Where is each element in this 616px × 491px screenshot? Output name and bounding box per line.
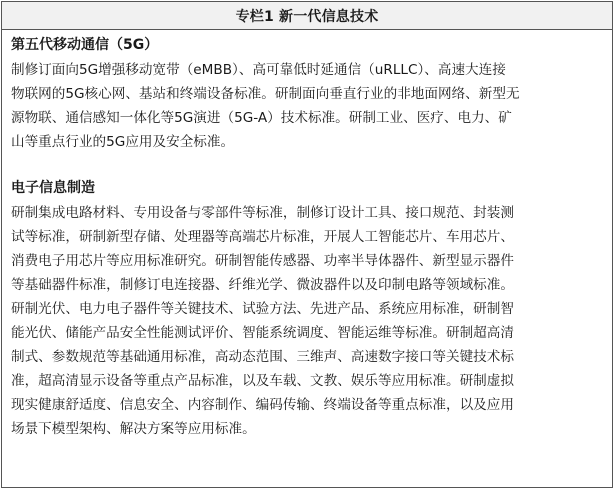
section-body-5g <box>11 58 604 154</box>
paragraph-line: 山等重点行业的5G应用及安全标准。 <box>11 134 235 150</box>
column-box <box>1 1 613 488</box>
section-body-electronics <box>11 201 604 441</box>
paragraph-line: 场景下模型架构、解决方案等应用标准。 <box>11 421 256 437</box>
section-title-5g: 第五代移动通信（5G） <box>11 37 159 53</box>
paragraph-line: 制修订面向5G增强移动宽带（eMBB）、高可靠低时延通信（uRLLC）、高速大连接 <box>11 62 506 78</box>
paragraph-line: 现实健康舒适度、信息安全、内容制作、编码传输、终端设备等重点标准，以及应用 <box>11 397 514 413</box>
column-header <box>2 2 612 30</box>
section-spacer <box>11 154 604 175</box>
paragraph-line: 能光伏、储能产品安全性能测试评价、智能系统调度、智能运维等标准。研制超高清 <box>11 325 514 341</box>
paragraph-line: 研制光伏、电力电子器件等关键技术、试验方法、先进产品、系统应用标准，研制智 <box>11 301 514 317</box>
paragraph-line: 消费电子用芯片等应用标准研究。研制智能传感器、功率半导体器件、新型显示器件 <box>11 253 514 269</box>
paragraph-line: 源物联、通信感知一体化等5G演进（5G-A）技术标准。研制工业、医疗、电力、矿 <box>11 110 512 126</box>
paragraph-line: 准，超高清显示设备等重点产品标准，以及车载、文教、娱乐等应用标准。研制虚拟 <box>11 373 514 389</box>
paragraph-line: 研制集成电路材料、专用设备与零部件等标准，制修订设计工具、接口规范、封装测 <box>11 205 514 221</box>
paragraph-line: 物联网的5G核心网、基站和终端设备标准。研制面向垂直行业的非地面网络、新型无 <box>11 86 520 102</box>
paragraph-line: 试等标准，研制新型存储、处理器等高端芯片标准，开展人工智能芯片、车用芯片、 <box>11 229 514 245</box>
column-title: 专栏1 新一代信息技术 <box>235 8 379 25</box>
paragraph-line: 制式、参数规范等基础通用标准，高动态范围、三维声、高速数字接口等关键技术标 <box>11 349 514 365</box>
section-title-electronics: 电子信息制造 <box>11 180 95 196</box>
column-content <box>2 30 612 441</box>
paragraph-line: 等基础器件标准，制修订电连接器、纤维光学、微波器件以及印制电路等领域标准。 <box>11 277 514 293</box>
